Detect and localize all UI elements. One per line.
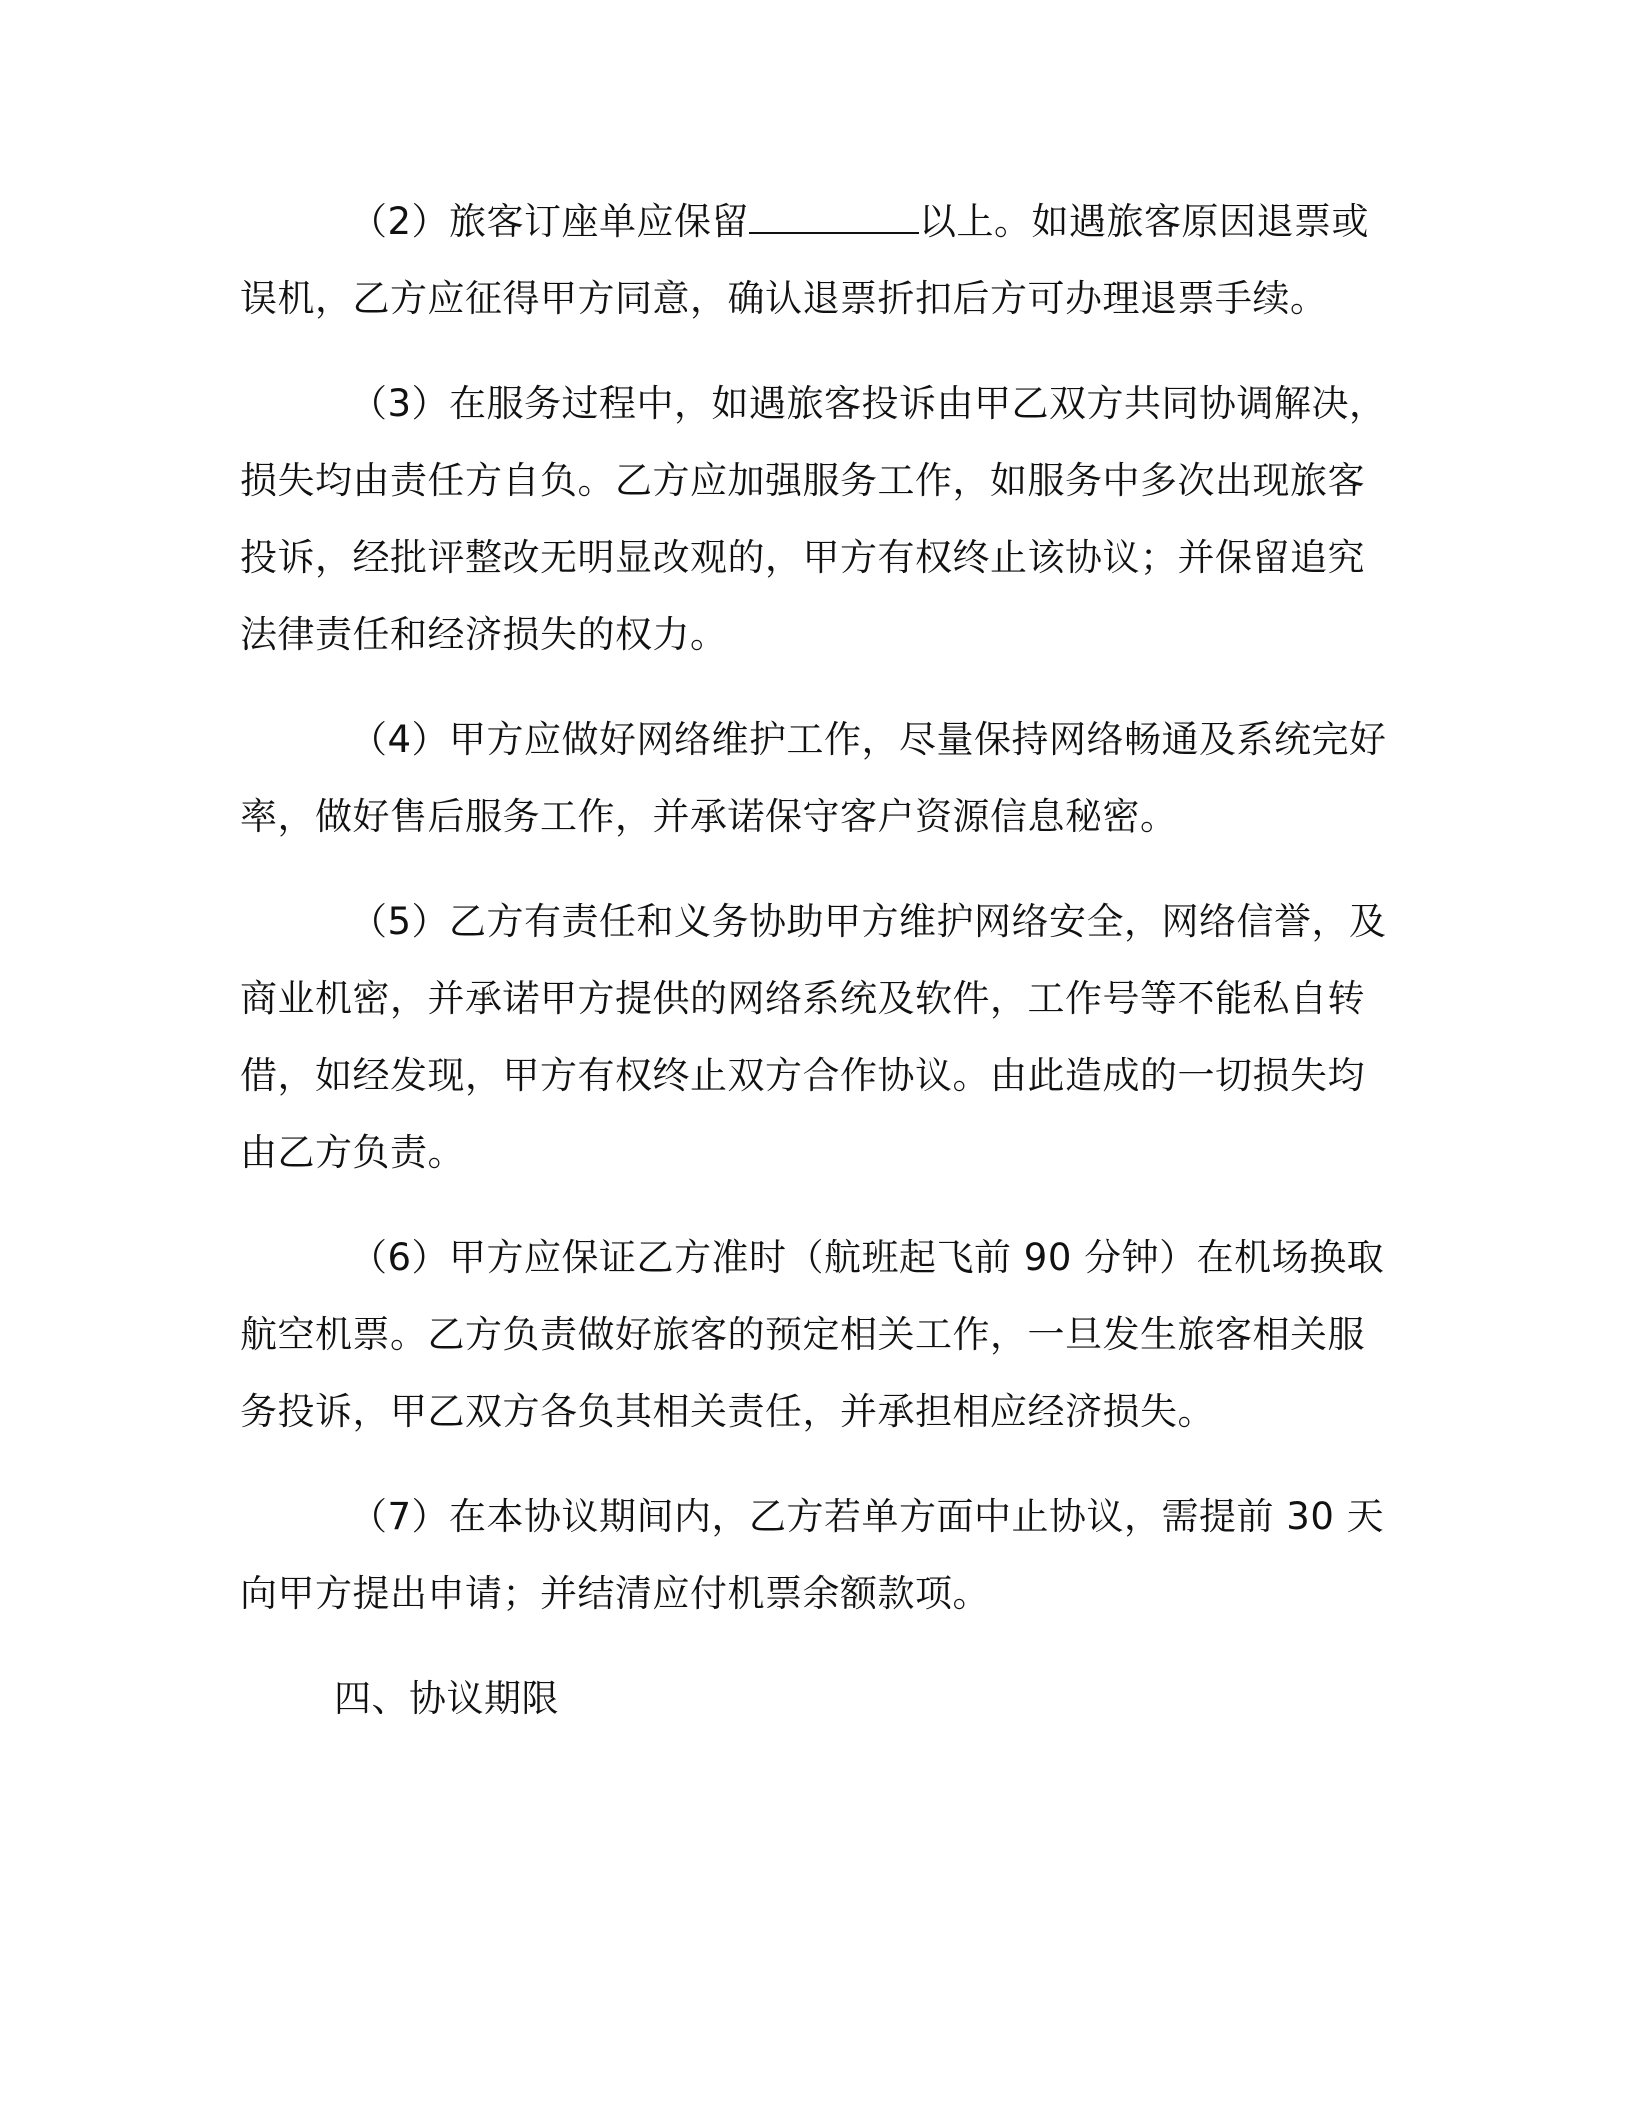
clause-2-text-after-blank: 以上。如遇旅客原因退票或误机，乙方应征得甲方同意，确认退票折扣后方可办理退票手续。 xyxy=(240,200,1370,320)
clause-6: （6）甲方应保证乙方准时（航班起飞前 90 分钟）在机场换取航空机票。乙方负责做好旅客的预定相关工作，一旦发生旅客相关服务投诉，甲乙双方各负其相关责任，并承担相应经济损失。 xyxy=(240,1236,1385,1433)
fill-in-blank xyxy=(749,202,919,234)
clause-2 xyxy=(240,183,1390,337)
clause-4: （4）甲方应做好网络维护工作，尽量保持网络畅通及系统完好率，做好售后服务工作，并承诺保守客户资源信息秘密。 xyxy=(240,718,1387,838)
clause-3: （3）在服务过程中，如遇旅客投诉由甲乙双方共同协调解决，损失均由责任方自负。乙方应加强服务工作，如服务中多次出现旅客投诉，经批评整改无明显改观的，甲方有权终止该协议；并保留追究法律责任和经济损失的权力。 xyxy=(240,382,1387,656)
clause-2-text-before-blank: （2）旅客订座单应保留 xyxy=(350,200,750,243)
section-heading-agreement-term: 四、协议期限 xyxy=(334,1677,559,1720)
document-body xyxy=(240,183,1390,1737)
clause-5: （5）乙方有责任和义务协助甲方维护网络安全，网络信誉，及商业机密，并承诺甲方提供的网络系统及软件，工作号等不能私自转借，如经发现，甲方有权终止双方合作协议。由此造成的一切损失均由乙方负责。 xyxy=(240,900,1387,1174)
clause-7: （7）在本协议期间内，乙方若单方面中止协议，需提前 30 天向甲方提出申请；并结清应付机票余额款项。 xyxy=(240,1495,1385,1615)
